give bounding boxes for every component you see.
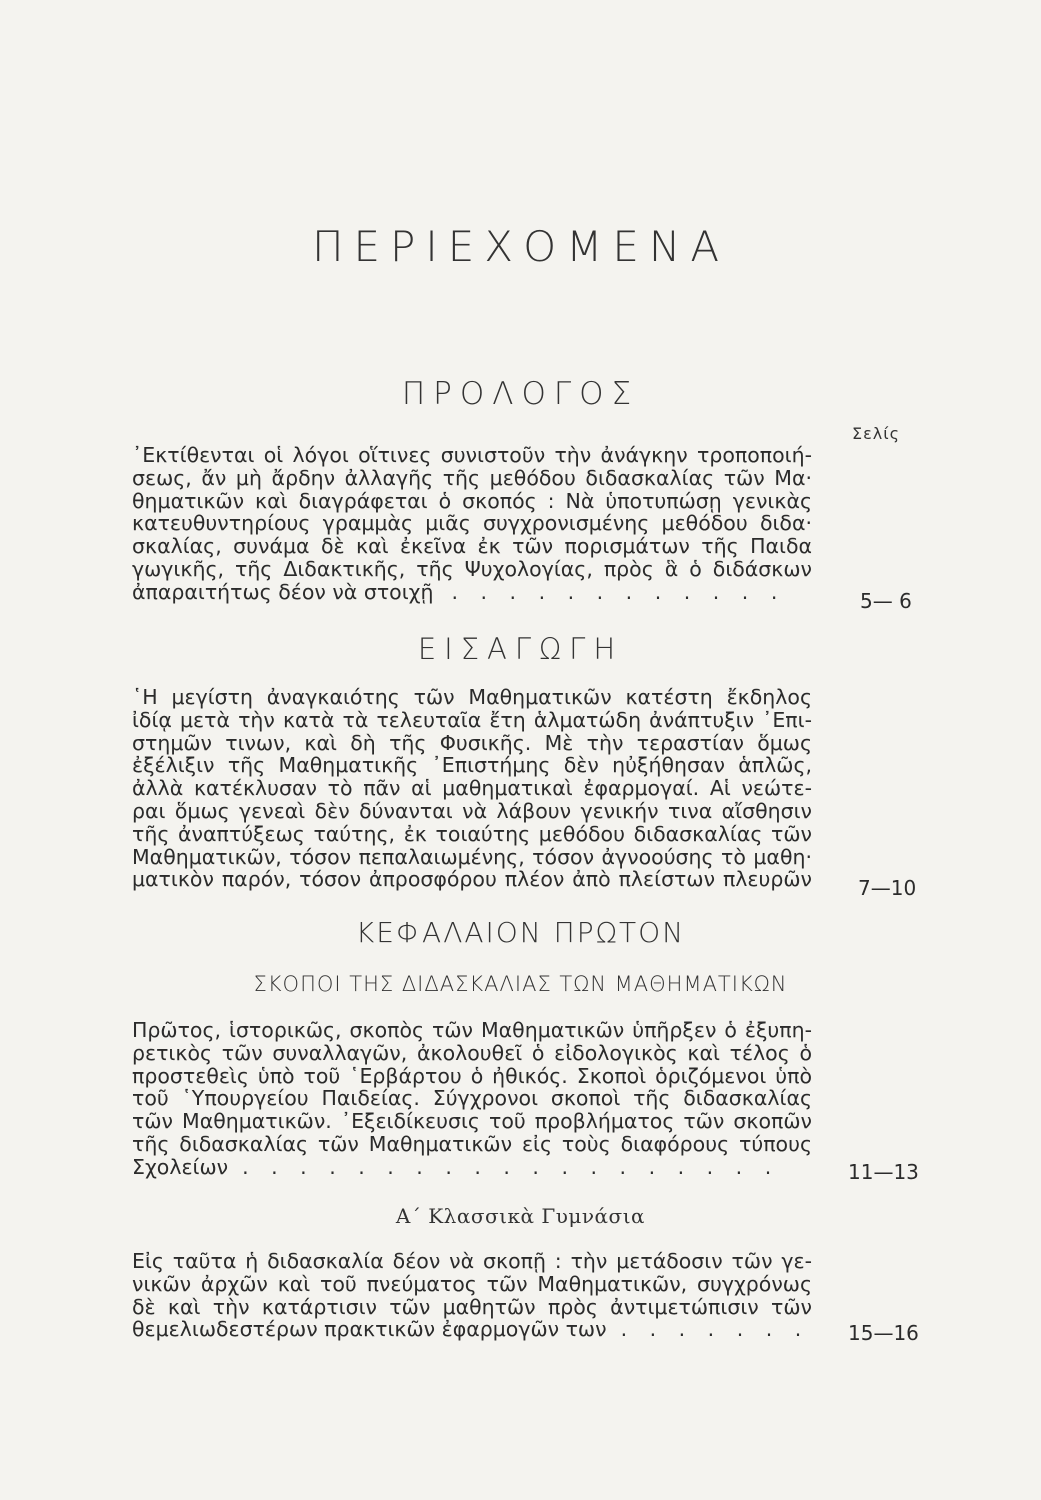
text-line: σεως, ἄν μὴ ἄρδην ἀλλαγῆς τῆς μεθόδου διδασκαλίας τῶν Μα· xyxy=(132,465,812,490)
text-line: Εἰς ταῦτα ἡ διδασκαλία δέον νὰ σκοπῇ : τὴν μετάδοσιν τῶν γε- xyxy=(132,1249,812,1273)
text-line: στημῶν τινων, καὶ δὴ τῆς Φυσικῆς. Μὲ τὴν τεραστίαν ὅμως xyxy=(132,730,812,755)
page-range: 5— 6 xyxy=(860,589,912,613)
text-line: ῾Η μεγίστη ἀναγκαιότης τῶν Μαθηματικῶν κατέστη ἔκδηλος xyxy=(132,685,812,709)
page-range: 15—16 xyxy=(848,1321,919,1345)
chapter1-text xyxy=(132,1019,812,1179)
text-line-with-leader xyxy=(132,1318,812,1341)
text-line: ἀπαραιτήτως δέον νὰ στοιχῇ xyxy=(132,579,434,604)
text-line-with-leader xyxy=(132,1156,812,1179)
text-line: προστεθεὶς ὑπὸ τοῦ ῾Ερβάρτου ὁ ἠθικός. Σκοποὶ ὁριζόμενοι ὑπὸ xyxy=(132,1063,812,1088)
text-line: θηματικῶν καὶ διαγράφεται ὁ σκοπός : Νὰ ὑποτυπώσῃ γενικὰς xyxy=(132,488,812,513)
page-title: ΠΕΡΙΕΧΟΜΕΝΑ xyxy=(311,222,730,271)
text-line: ματικὸν παρόν, τόσον ἀπροσφόρου πλέον ἀπὸ πλείστων πλευρῶν xyxy=(132,867,812,892)
text-line: τῶν Μαθηματικῶν. ᾿Εξειδίκευσις τοῦ προβλήματος τῶν σκοπῶν xyxy=(132,1109,812,1134)
text-line-with-leader xyxy=(132,581,812,604)
text-line: ᾿Εκτίθενται οἱ λόγοι οἵτινες συνιστοῦν τὴν ἀνάγκην τροποποιή- xyxy=(132,443,812,467)
text-line: γωγικῆς, τῆς Διδακτικῆς, τῆς Ψυχολογίας, πρὸς ἃ ὁ διδάσκων xyxy=(132,556,812,581)
chapter-subheading: ΣΚΟΠΟΙ ΤΗΣ ΔΙΔΑΣΚΑΛΙΑΣ ΤΩΝ ΜΑΘΗΜΑΤΙΚΩΝ xyxy=(253,972,788,996)
gymnasia-text xyxy=(132,1250,812,1341)
text-line: ἰδίᾳ μετὰ τὴν κατὰ τὰ τελευταῖα ἔτη ἁλματώδη ἀνάπτυξιν ᾿Επι- xyxy=(132,707,812,732)
dot-leader: . . . . . . . . . . . . . . . . . . . xyxy=(242,1154,780,1179)
text-line: Σχολείων xyxy=(132,1154,229,1179)
page-column-label: Σελίς xyxy=(852,424,901,443)
page-range: 11—13 xyxy=(848,1160,919,1184)
text-line: Μαθηματικῶν, τόσον πεπαλαιωμένης, τόσον ἀγνοούσης τὸ μαθη· xyxy=(132,844,812,869)
text-line: τοῦ ῾Υπουργείου Παιδείας. Σύγχρονοι σκοποὶ τῆς διδασκαλίας xyxy=(132,1086,812,1111)
text-line: ἀλλὰ κατέκλυσαν τὸ πᾶν αἱ μαθηματικαὶ ἐφαρμογαί. Αἱ νεώτε- xyxy=(132,776,812,801)
text-line: νικῶν ἀρχῶν καὶ τοῦ πνεύματος τῶν Μαθηματικῶν, συγχρόνως xyxy=(132,1271,812,1296)
text-line: ραι ὅμως γενεαὶ δὲν δύνανται νὰ λάβουν γενικήν τινα αἴσθησιν xyxy=(132,798,812,823)
text-line: δὲ καὶ τὴν κατάρτισιν τῶν μαθητῶν πρὸς ἀντιμετώπισιν τῶν xyxy=(132,1294,812,1319)
dot-leader: . . . . . . . xyxy=(620,1317,810,1342)
page-range: 7—10 xyxy=(858,876,917,900)
chapter-heading: ΚΕΦΑΛΑΙΟΝ ΠΡΩΤΟΝ xyxy=(355,916,686,949)
prologos-heading: ΠΡΟΛΟΓΟΣ xyxy=(401,376,640,412)
text-line: θεμελιωδεστέρων πρακτικῶν ἐφαρμογῶν των xyxy=(132,1317,607,1342)
text-line: τῆς ἀναπτύξεως ταύτης, ἐκ τοιαύτης μεθόδου διδασκαλίας τῶν xyxy=(132,821,812,846)
prologos-text xyxy=(132,444,812,604)
text-line: Πρῶτος, ἱστορικῶς, σκοπὸς τῶν Μαθηματικῶν ὑπῆρξεν ὁ ἐξυπη- xyxy=(132,1018,812,1042)
text-line: ἐξέλιξιν τῆς Μαθηματικῆς ᾿Επιστήμης δὲν ηὐξήθησαν ἁπλῶς, xyxy=(132,753,812,778)
eisagogi-text xyxy=(132,686,812,891)
text-line: τῆς διδασκαλίας τῶν Μαθηματικῶν εἰς τοὺς διαφόρους τύπους xyxy=(132,1131,812,1156)
eisagogi-heading: ΕΙΣΑΓΩΓΗ xyxy=(417,632,624,666)
text-line: ρετικὸς τῶν συναλλαγῶν, ἀκολουθεῖ ὁ εἰδολογικὸς καὶ τέλος ὁ xyxy=(132,1040,812,1065)
text-line: σκαλίας, συνάμα δὲ καὶ ἐκεῖνα ἐκ τῶν πορισμάτων τῆς Παιδα xyxy=(132,534,812,559)
text-line: κατευθυντηρίους γραμμὰς μιᾶς συγχρονισμένης μεθόδου διδα· xyxy=(132,511,812,536)
dot-leader: . . . . . . . . . . . . xyxy=(451,579,786,604)
section-heading: Α΄ Κλασσικὰ Γυμνάσια xyxy=(395,1204,646,1228)
